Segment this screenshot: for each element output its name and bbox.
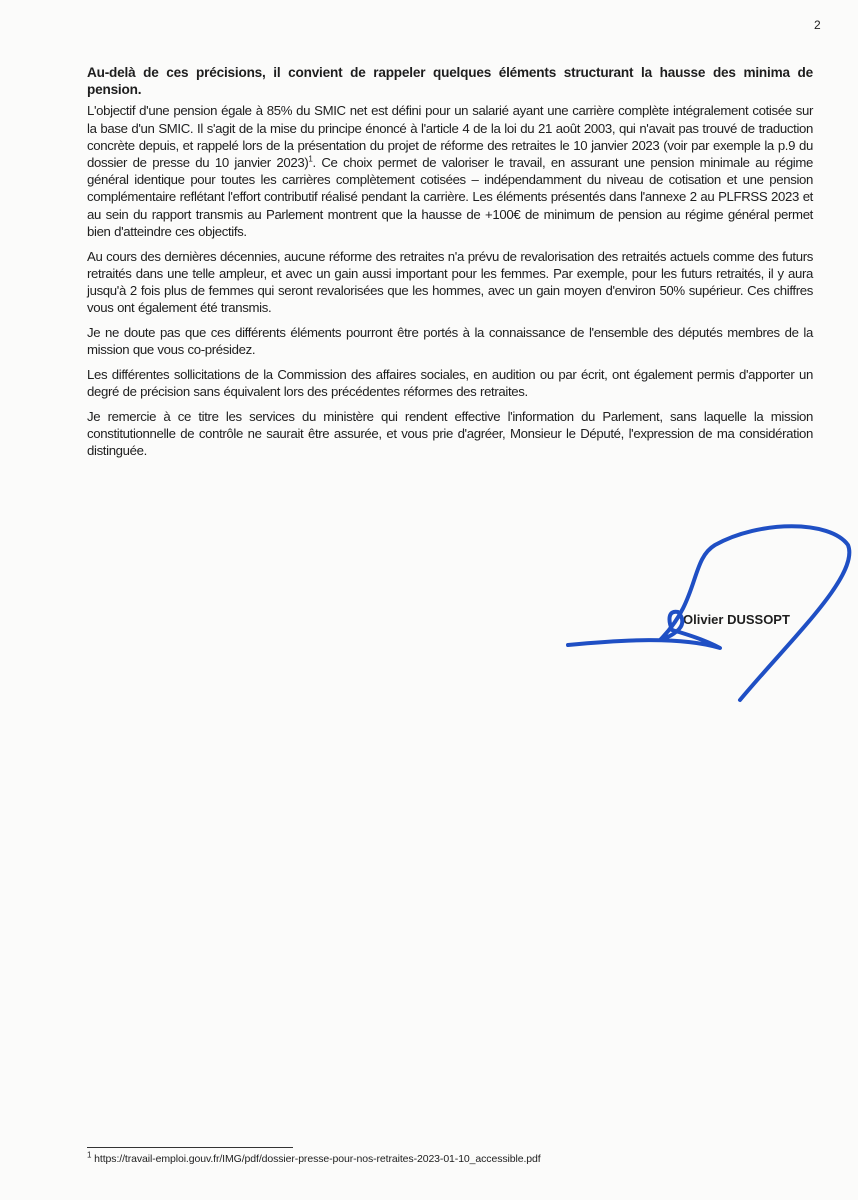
signatory-name: Olivier DUSSOPT (683, 612, 790, 627)
footnote-link[interactable]: https://travail-emploi.gouv.fr/IMG/pdf/dossier-presse-pour-nos-retraites-2023-01-10_accessible.pdf (91, 1153, 541, 1165)
footnote (87, 1150, 541, 1165)
footnote-divider (87, 1147, 293, 1148)
page-number: 2 (814, 18, 821, 32)
paragraph: Je ne doute pas que ces différents éléments pourront être portés à la connaissance de l'ensemble des députés membres de la mission que vous co-présidez. (87, 324, 813, 358)
section-heading: Au-delà de ces précisions, il convient de rappeler quelques éléments structurant la hausse des minima de pension. (87, 65, 813, 98)
footnote-ref[interactable]: 1 (308, 154, 313, 164)
paragraph: Au cours des dernières décennies, aucune réforme des retraites n'a prévu de revalorisation des retraités actuels comme des futurs retraités dans une telle ampleur, et avec un gain aussi important pour les femmes. Par exemple, pour les futurs retraités, il y aura jusqu'à 2 fois plus de femmes qui seront revalorisées que les hommes, avec un gain moyen d'environ 50% supérieur. Ces chiffres vous ont également été transmis. (87, 248, 813, 316)
paragraph-text: L'objectif d'une pension égale à 85% du SMIC net est défini pour un salarié ayant une carrière complète intégralement cotisée sur la base d'un SMIC. Il s'agit de la mise du principe énoncé à l'article 4 de la loi du 21 août 2003, qui n'avait pas trouvé de traduction concrète depuis, et rappelé lors de la présentation du projet de réforme des retraites le 10 janvier 2023 (voir par exemple la p.9 du dossier de presse du 10 janvier 2023) (87, 103, 813, 171)
paragraph: Les différentes sollicitations de la Commission des affaires sociales, en audition ou par écrit, ont également permis d'apporter un degré de précision sans équivalent lors des précédentes réformes des retraites. (87, 366, 813, 399)
paragraph: Je remercie à ce titre les services du ministère qui rendent effective l'information du Parlement, sans laquelle la mission constitutionnelle de contrôle ne saurait être assurée, et vous prie d'agréer, Monsieur le Député, l'expression de ma considération distinguée. (87, 408, 813, 459)
footnote-number: 1 (87, 1150, 92, 1160)
paragraph-text: . Ce choix permet de valoriser le travail, en assurant une pension minimale au régime général identique pour toutes les carrières complètement cotisées – indépendamment du niveau de cotisation et une pension complémentaire reflétant l'effort contributif réalisé pendant la carrière. Les éléments présentés dans l'annexe 2 au PLFRSS 2023 et au sein du rapport transmis au Parlement montrent que la hausse de +100€ de minimum de pension au régime général permet bien d'atteindre ces objectifs. (87, 155, 813, 239)
